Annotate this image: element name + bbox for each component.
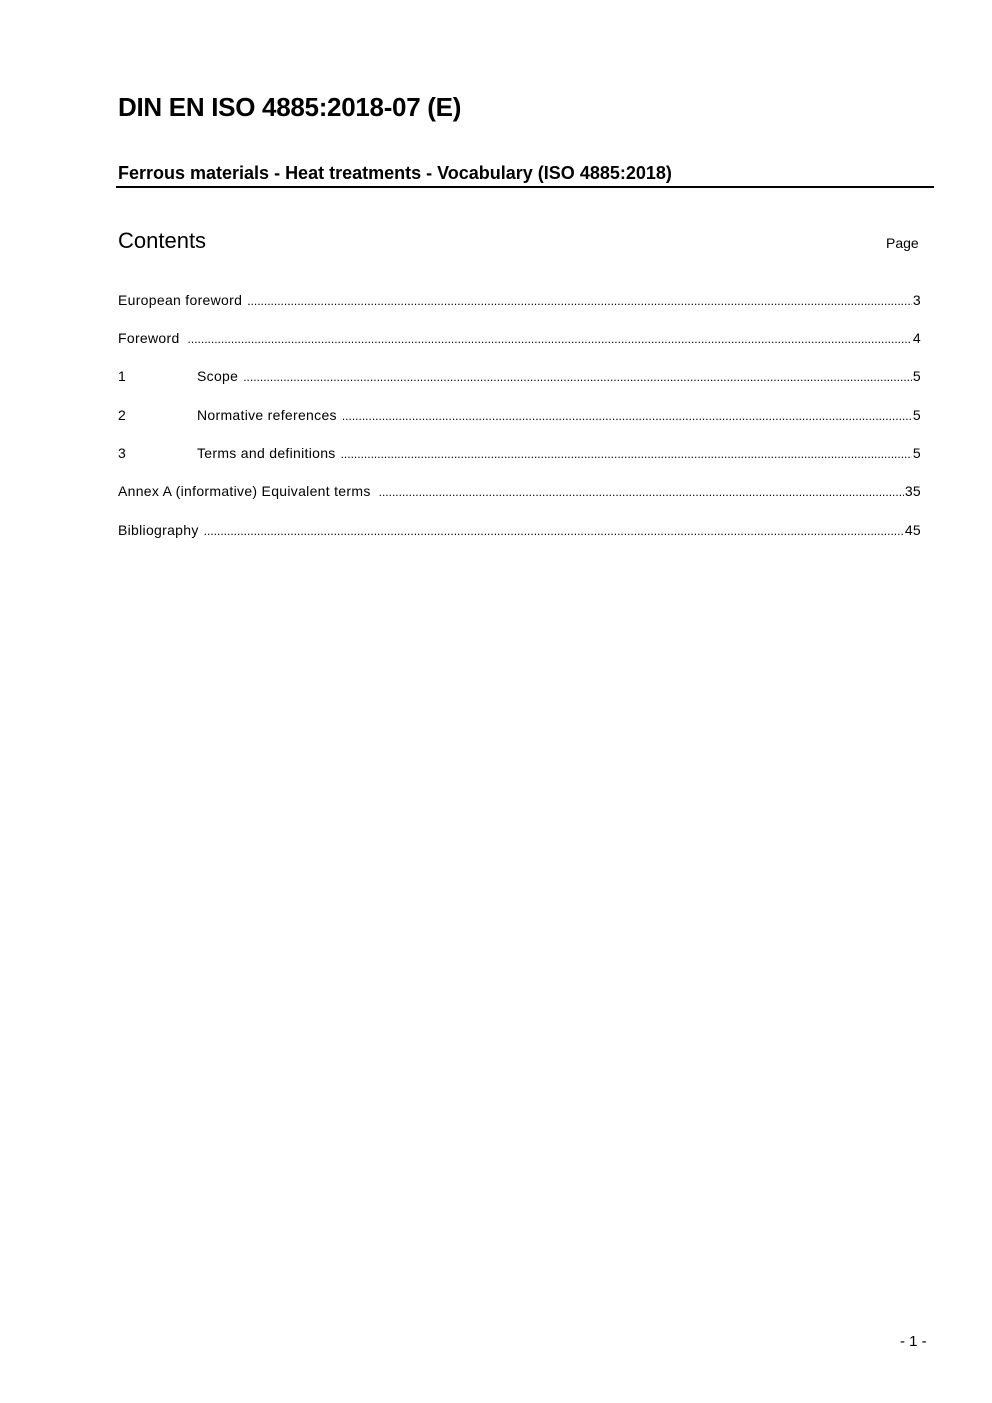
page-column-label: Page [886, 235, 919, 251]
toc-dot-leader [204, 524, 904, 538]
toc-entry-page: 5 [912, 445, 921, 461]
toc-entry[interactable] [118, 330, 921, 350]
toc-entry-title: Terms and definitions [197, 445, 336, 461]
toc-dot-leader [342, 409, 912, 423]
toc-dot-leader [243, 370, 912, 384]
document-subtitle: Ferrous materials - Heat treatments - Vocabulary (ISO 4885:2018) [118, 163, 672, 183]
toc-entry-page: 35 [904, 483, 921, 499]
toc-entry-title: Annex A (informative) Equivalent terms [118, 483, 371, 499]
toc-entry-number: 1 [118, 368, 127, 384]
toc-dot-leader [379, 485, 904, 499]
toc-dot-leader [341, 447, 912, 461]
toc-entry-page: 4 [912, 330, 921, 346]
toc-entry-title: European foreword [118, 292, 243, 308]
toc-entry-title: Normative references [197, 407, 337, 423]
toc-entry-page: 3 [912, 292, 921, 308]
toc-entry-title: Scope [197, 368, 239, 384]
toc-entry-number: 3 [118, 445, 127, 461]
toc-entry[interactable] [118, 483, 921, 503]
toc-entry-number: 2 [118, 407, 127, 423]
toc-entry-page: 5 [912, 368, 921, 384]
toc-entry[interactable] [118, 407, 921, 427]
toc-entry[interactable] [118, 368, 921, 388]
contents-heading: Contents [118, 228, 207, 253]
subtitle-rule [116, 186, 934, 188]
toc-entry-page: 45 [904, 522, 921, 538]
toc-entry-page: 5 [912, 407, 921, 423]
toc-entry[interactable] [118, 445, 921, 465]
toc-entry[interactable] [118, 522, 921, 542]
toc-entry-title: Bibliography [118, 522, 199, 538]
toc-dot-leader [188, 332, 912, 346]
page-number: - 1 - [900, 1333, 927, 1350]
toc-entry-title: Foreword [118, 330, 180, 346]
toc-entry[interactable] [118, 292, 921, 312]
document-id: DIN EN ISO 4885:2018-07 (E) [118, 92, 462, 122]
toc-dot-leader [247, 294, 912, 308]
